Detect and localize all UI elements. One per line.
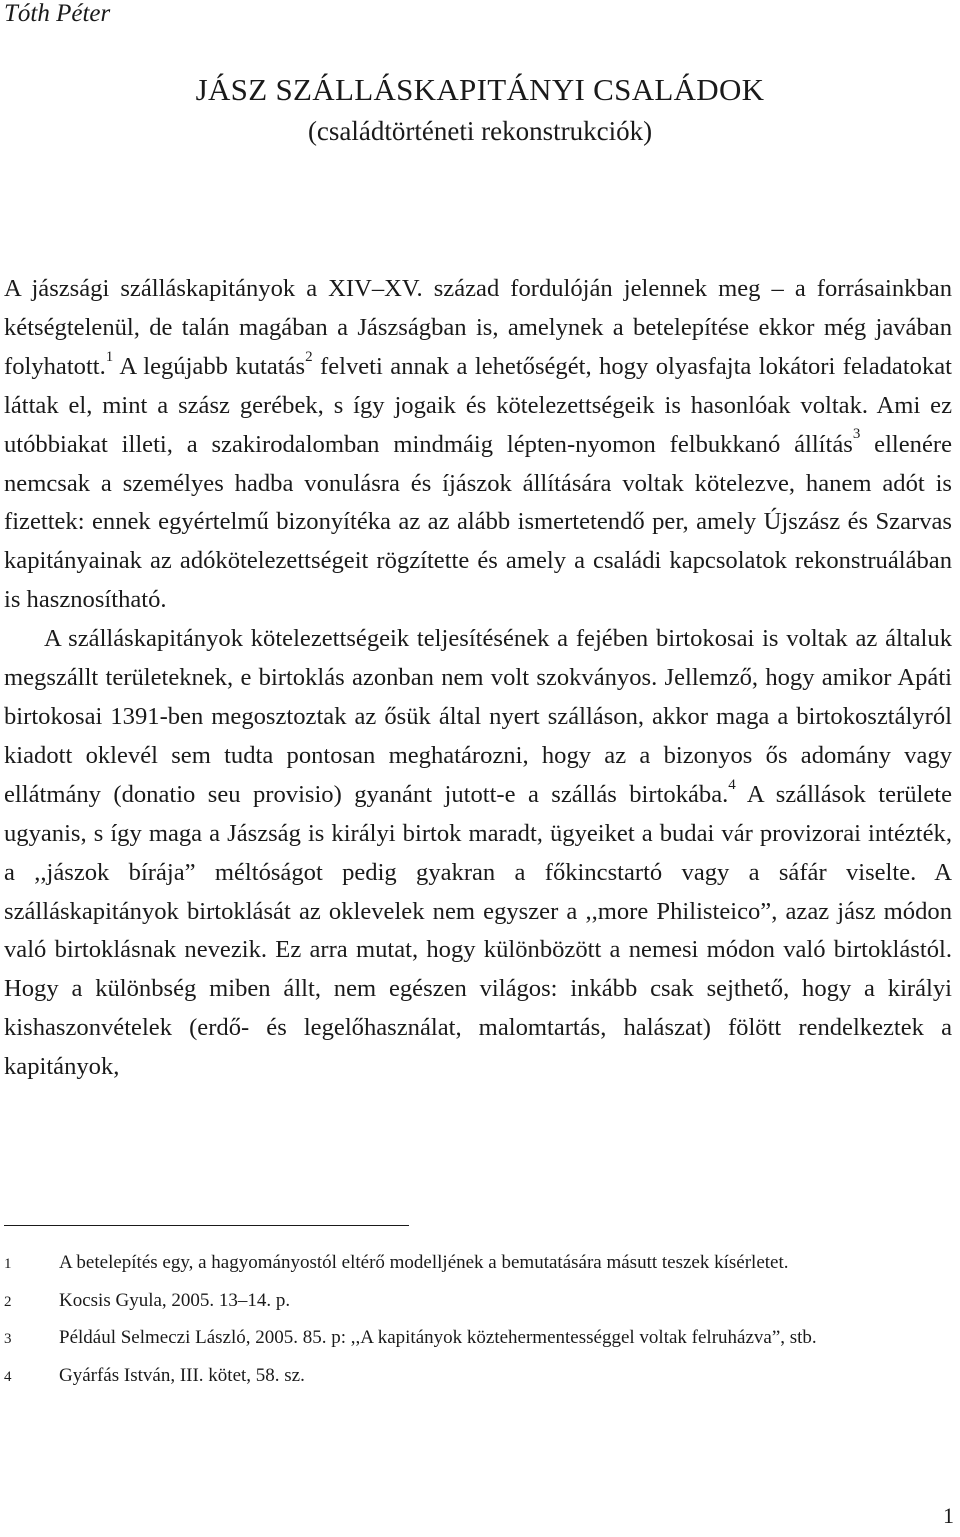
page-number: 1 <box>943 1503 954 1528</box>
paragraph-1 <box>4 270 952 620</box>
footnote-separator <box>4 1225 409 1226</box>
footnote-text: Kocsis Gyula, 2005. 13–14. p. <box>59 1289 291 1311</box>
paragraph-2-text-b: A szállások területe ugyanis, s így maga a Jászság is királyi birtok maradt, ügyeiket a budai vár provizorai intézték, a ,,jászok bírája” méltóságot pedig gyakran a főkincstartó vagy a sáfár viselte. A szálláskapitányok birtoklását az oklevelek nem egyszer a ,,more Philisteico”, azaz jász módon való birtoklásnak nevezik. Ez arra mutat, hogy különbözött a nemesi módon való birtoklástól. Hogy a különbség miben állt, nem egészen világos: inkább csak sejthető, hogy a királyi kishaszonvételek (erdő- és legelőhasználat, malomtartás, halászat) fölött rendelkeztek a kapitányok, <box>4 780 952 1081</box>
page-title: JÁSZ SZÁLLÁSKAPITÁNYI CSALÁDOK <box>195 72 765 107</box>
footnote-item <box>4 1245 949 1283</box>
footnote-ref-2: 2 <box>305 348 313 365</box>
paragraph-1-text-b: A legújabb kutatás <box>113 352 306 380</box>
footnote-text: Gyárfás István, III. kötet, 58. sz. <box>59 1364 305 1386</box>
footnote-text: A betelepítés egy, a hagyományostól eltérő modelljének a bemutatására másutt teszek kísérletet. <box>59 1252 789 1273</box>
footnotes <box>4 1245 949 1395</box>
footnote-number: 3 <box>4 1331 12 1347</box>
footnote-item <box>4 1358 949 1396</box>
paragraph-2-text-a: A szálláskapitányok kötelezettségeik teljesítésének a fejében birtokosai is voltak az általuk megszállt területeknek, e birtoklás azonban nem volt szokványos. Jellemző, hogy amikor Apáti birtokosai 1391-ben megosztoztak az ősük által nyert szálláson, akkor maga a birtokosztályról kiadott oklevél sem tudta pontosan meghatározni, hogy az a bizonyos ős adomány vagy ellátmány (donatio seu provisio) gyanánt jutott-e a szállás birtokába. <box>4 625 952 808</box>
paragraph-2 <box>4 620 952 1087</box>
body-text <box>4 270 952 1087</box>
paragraph-1-text-d: ellenére nemcsak a személyes hadba vonulásra és íjászok állítására voltak kötelezve, hanem adót is fizettek: ennek egyértelmű bizonyítéka az az alább ismertetendő per, amely Újszász és Szarvas kapitányainak az adókötelezettségeit rögzítette és amely a családi kapcsolatok rekonstruálában is hasznosítható. <box>4 430 952 614</box>
author-name: Tóth Péter <box>4 0 111 27</box>
page-subtitle: (családtörténeti rekonstrukciók) <box>307 116 653 146</box>
footnote-number: 4 <box>4 1368 12 1385</box>
footnote-item <box>4 1283 949 1321</box>
paragraph-1-text-a: A jászsági szálláskapitányok a XIV–XV. század fordulóján jelennek meg – a forrásainkban kétségtelenül, de talán magában a Jászságban is, amelynek a betelepítése ekkor még javában folyhatott. <box>4 275 952 380</box>
footnote-ref-1: 1 <box>105 348 114 365</box>
footnote-number: 1 <box>4 1256 12 1272</box>
paragraph-1-text-c: felveti annak a lehetőségét, hogy olyasfajta lokátori feladatokat láttak el, mint a szász gerébek, s így jogaik és kötelezettségeik is hasonlóak voltak. Ami ez utóbbiakat illeti, a szakirodalomban mindmáig lépten-nyomon felbukkanó állítás <box>4 352 952 458</box>
footnote-text: Például Selmeczi László, 2005. 85. p: ,,A kapitányok köztehermentességgel voltak felruházva”, stb. <box>59 1327 817 1348</box>
footnote-item <box>4 1320 949 1358</box>
footnote-ref-3: 3 <box>852 426 861 443</box>
footnote-ref-4: 4 <box>728 776 736 793</box>
footnote-number: 2 <box>4 1293 12 1310</box>
